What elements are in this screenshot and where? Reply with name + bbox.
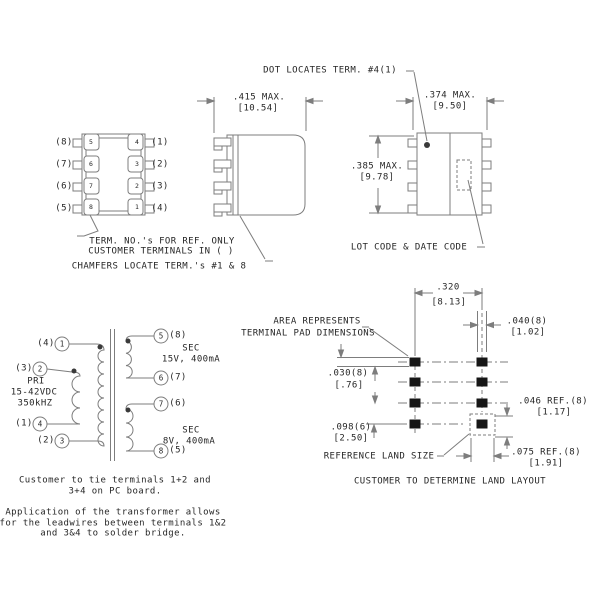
ref-land-leader <box>444 434 469 455</box>
note-customer-layout: CUSTOMER TO DETERMINE LAND LAYOUT <box>353 476 547 487</box>
dim-height-right-mm: [9.78] <box>359 172 395 183</box>
terminal-4-dot <box>424 142 430 148</box>
dim-land-width: .075 REF.(8) <box>511 447 581 458</box>
polarity-dot <box>72 369 77 374</box>
dim-pitch-x: .320 <box>436 282 460 293</box>
cust-term-label: (4) <box>37 338 55 349</box>
dim-width-side-mm: [10.54] <box>237 103 279 114</box>
note-application-line2: for the leadwires between terminals 1&2 <box>0 518 227 529</box>
note-area-line2: TERMINAL PAD DIMENSIONS <box>241 328 375 339</box>
polarity-dot <box>126 408 131 413</box>
pad-number: 5 <box>89 137 93 146</box>
cust-term-label: (5) <box>169 445 187 456</box>
cust-term-label: (5) <box>55 203 73 214</box>
term-note-leader <box>77 215 98 236</box>
note-cust-terminals: CUSTOMER TERMINALS IN ( ) <box>88 246 234 257</box>
dim-pitch-y-mm: [2.50] <box>333 433 369 444</box>
cust-term-label: (7) <box>55 159 73 170</box>
cust-term-label: (6) <box>169 398 187 409</box>
dim-pitch-x-mm: [8.13] <box>431 297 467 308</box>
cust-term-label: (3) <box>15 363 33 374</box>
cust-term-label: (8) <box>169 330 187 341</box>
note-term-ref: TERM. NO.'s FOR REF. ONLY <box>89 236 235 247</box>
primary-label: PRI <box>27 376 45 387</box>
note-tie-terminals-line1: Customer to tie terminals 1+2 and <box>18 475 212 486</box>
dim-height-right: .385 MAX. <box>350 161 404 172</box>
note-lot-code: LOT CODE & DATE CODE <box>350 242 468 253</box>
cust-term-label: (3) <box>151 181 169 192</box>
schematic-pin-7: 7 <box>154 397 169 412</box>
secondary2-label: SEC <box>182 425 200 436</box>
dim-pad-width-mm: [1.02] <box>510 327 546 338</box>
polarity-dot <box>98 345 103 350</box>
dim-pad-height: .030(8) <box>327 368 369 379</box>
polarity-dot <box>126 339 131 344</box>
pad-number: 2 <box>135 181 139 190</box>
dim-width-right-mm: [9.50] <box>432 101 468 112</box>
note-tie-terminals-line2: 3+4 on PC board. <box>68 486 162 497</box>
cust-term-label: (8) <box>55 137 73 148</box>
pad-number: 7 <box>89 181 93 190</box>
pkg-top-left-view <box>73 134 154 236</box>
secondary1-label: SEC <box>182 343 200 354</box>
cust-term-label: (2) <box>151 159 169 170</box>
secondary1-rating: 15V, 400mA <box>161 354 221 365</box>
cust-term-label: (1) <box>15 418 33 429</box>
dim-pad-height-mm: [.76] <box>334 380 364 391</box>
schematic-pin-8: 8 <box>154 444 169 459</box>
pad-number: 6 <box>89 159 93 168</box>
cust-term-label: (7) <box>169 372 187 383</box>
schematic-pin-1: 1 <box>55 337 70 352</box>
note-dot-locates: DOT LOCATES TERM. #4(1) <box>263 65 397 76</box>
primary-frequency: 350kHZ <box>17 398 53 409</box>
side-view-leads <box>214 138 231 216</box>
cust-term-label: (2) <box>37 435 55 446</box>
schematic-pin-3: 3 <box>55 434 70 449</box>
schematic-pin-4: 4 <box>33 417 48 432</box>
schematic-pin-6: 6 <box>154 371 169 386</box>
schematic-pin-2: 2 <box>33 362 48 377</box>
note-reference-land: REFERENCE LAND SIZE <box>323 451 435 462</box>
pad-number: 3 <box>135 159 139 168</box>
primary-voltage: 15-42VDC <box>10 387 58 398</box>
dim-width-side: .415 MAX. <box>232 92 286 103</box>
pad-number: 4 <box>135 137 139 146</box>
dim-pitch-y: .098(6) <box>330 422 372 433</box>
terminal-pads <box>410 358 488 429</box>
secondary2-rating: 8V, 400mA <box>162 436 216 447</box>
cust-term-label: (4) <box>151 203 169 214</box>
dim-land-width-mm: [1.91] <box>528 458 564 469</box>
pad-number: 8 <box>89 202 93 211</box>
cust-term-label: (1) <box>151 137 169 148</box>
secondary-winding-1 <box>126 336 154 378</box>
dim-pad-width: .040(8) <box>506 316 548 327</box>
dim-width-right: .374 MAX. <box>423 90 477 101</box>
note-application-line1: Application of the transformer allows <box>5 507 221 518</box>
schematic-pin-5: 5 <box>154 329 169 344</box>
pad-number: 1 <box>135 202 139 211</box>
dim-land-height: .046 REF.(8) <box>518 396 588 407</box>
dim-land-height-mm: [1.17] <box>536 407 572 418</box>
note-application-line3: and 3&4 to solder bridge. <box>40 528 186 539</box>
cust-term-label: (6) <box>55 181 73 192</box>
note-chamfers: CHAMFERS LOCATE TERM.'s #1 & 8 <box>71 261 247 272</box>
note-area-line1: AREA REPRESENTS <box>273 316 361 327</box>
